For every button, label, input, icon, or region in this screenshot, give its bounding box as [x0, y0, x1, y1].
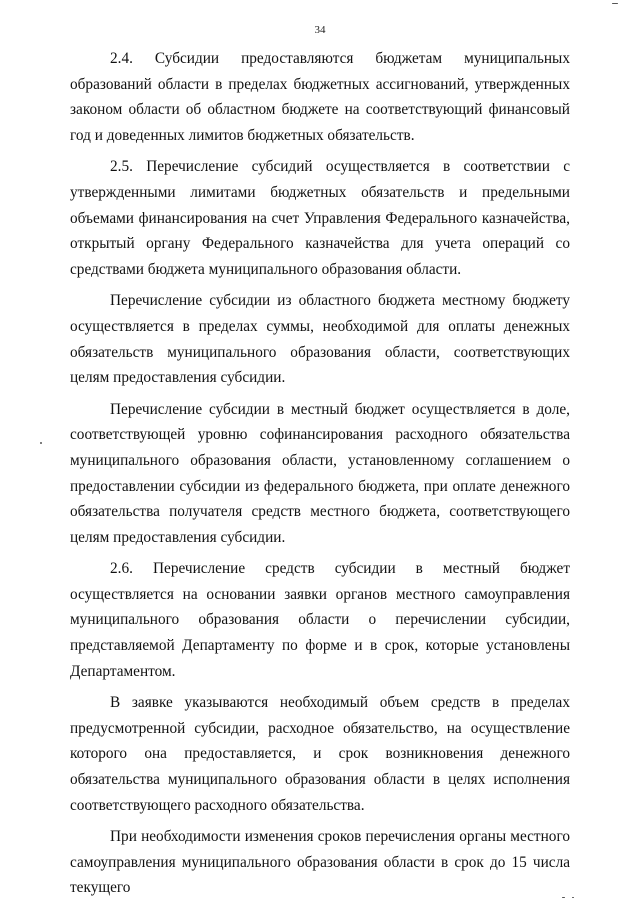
paragraph-2-5: 2.5. Перечисление субсидий осуществляется в соответствии с утвержденными лимитами бюджетных обязательств и предельными объемами финансирования на счет Управления Федерального казначейства, открытый органу Федерального казначейства для учета операций со средствами бюджета муниципального образования области.: [70, 158, 570, 278]
body-text: [70, 46, 570, 907]
paragraph-2-6: 2.6. Перечисление средств субсидии в местный бюджет осуществляется на основании заявки органов местного самоуправления муниципального образования области о перечислении субсидии, представляемой Департаменту по форме и в срок, которые установлены Департаментом.: [70, 560, 570, 680]
paragraph-request-contents: В заявке указываются необходимый объем средств в пределах предусмотренной субсидии, расходное обязательство, на осуществление которого она предоставляется, и срок возникновения денежного обязательства муниципального образования области в целях исполнения соответствующего расходного обязательства.: [70, 694, 570, 814]
scan-mark: [40, 442, 42, 444]
scan-mark: [612, 3, 618, 4]
scan-mark: [572, 897, 574, 898]
paragraph-deadline-change: При необходимости изменения сроков перечисления органы местного самоуправления муниципального образования области в срок до 15 числа текущего: [70, 828, 570, 897]
paragraph-transfer-limits: Перечисление субсидии из областного бюджета местному бюджету осуществляется в пределах суммы, необходимой для оплаты денежных обязательств муниципального образования области, соответствующих целям предоставления субсидии.: [70, 292, 570, 387]
paragraph-transfer-share: Перечисление субсидии в местный бюджет осуществляется в доле, соответствующей уровню софинансирования расходного обязательства муниципального образования области, установленному соглашением о предоставлении субсидии из федерального бюджета, при оплате денежного обязательства получателя средств местного бюджета, соответствующего целям предоставления субсидии.: [70, 400, 570, 546]
paragraph-2-4: 2.4. Субсидии предоставляются бюджетам муниципальных образований области в пределах бюджетных ассигнований, утвержденных законом области об областном бюджете на соответствующий финансовый год и доведенных лимитов бюджетных обязательств.: [70, 50, 570, 144]
page-number: 34: [314, 24, 326, 36]
